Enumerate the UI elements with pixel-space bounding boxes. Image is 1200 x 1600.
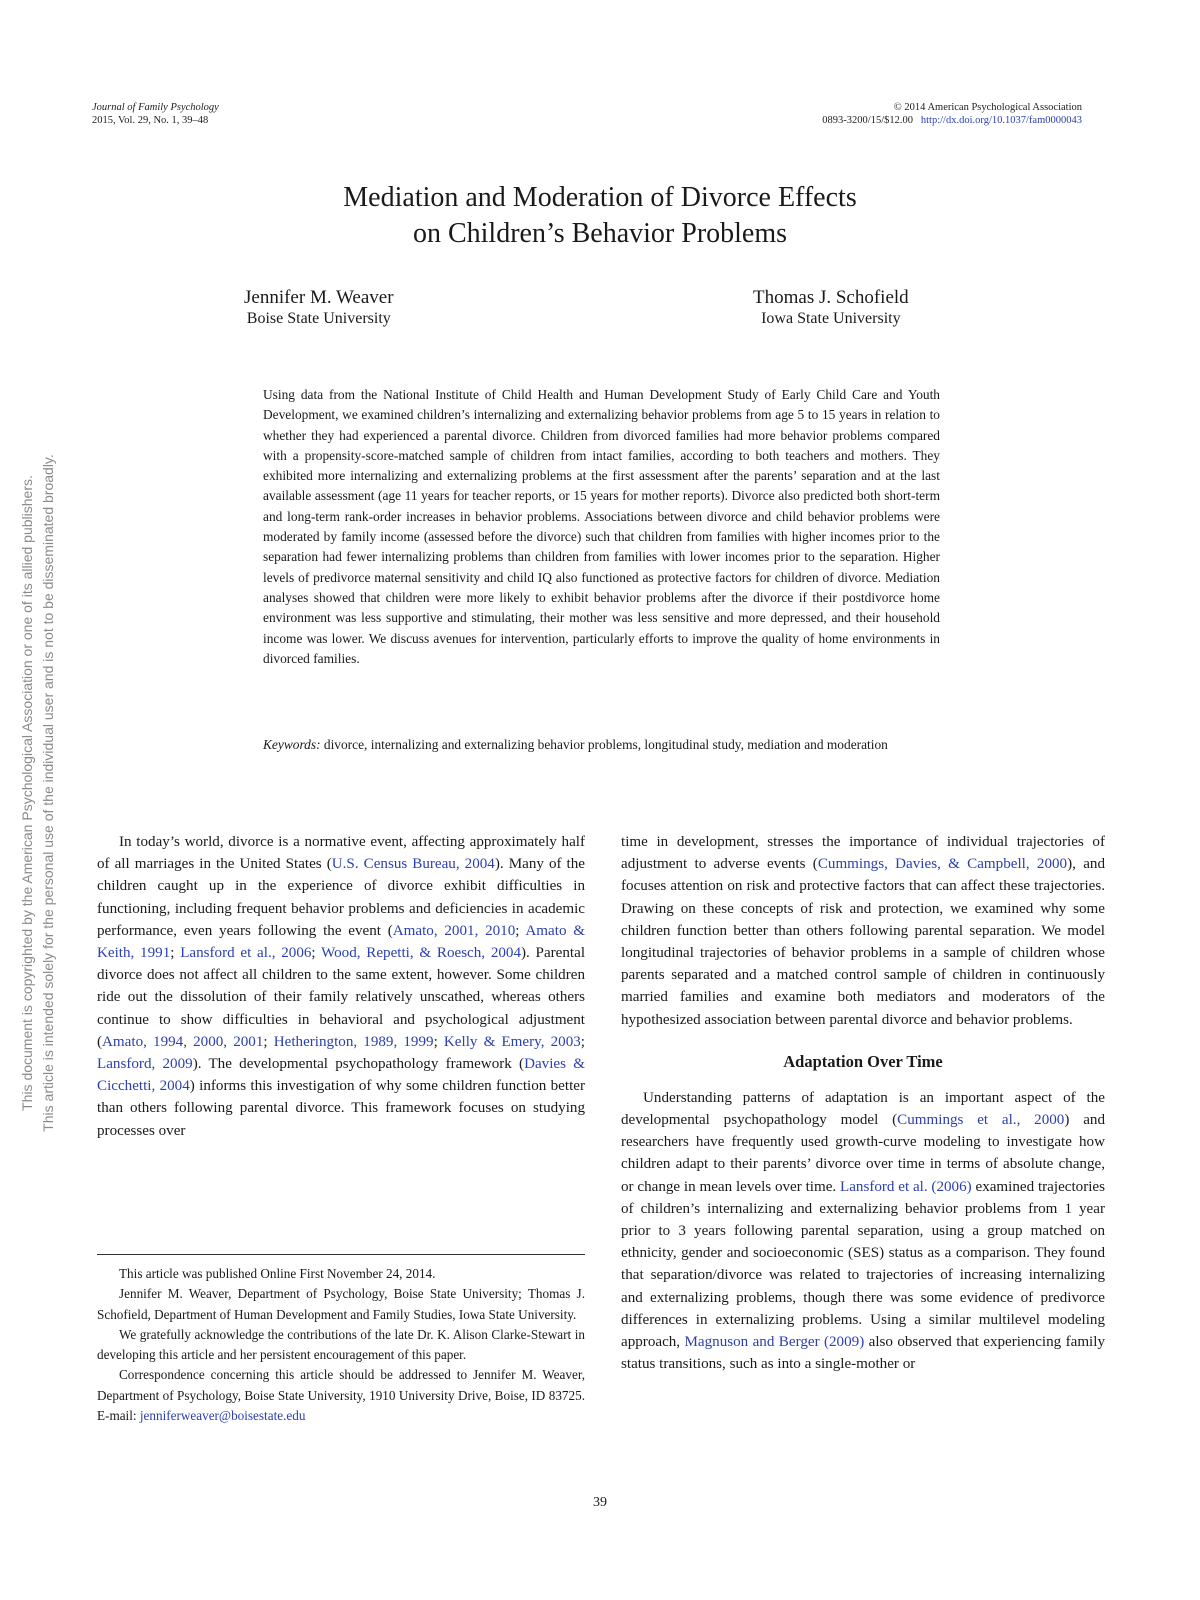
footnotes bbox=[97, 1264, 585, 1426]
page-number: 39 bbox=[593, 1495, 607, 1510]
doi-link[interactable]: http://dx.doi.org/10.1037/fam0000043 bbox=[920, 115, 1082, 126]
author-block-1 bbox=[244, 287, 394, 329]
notice-line-2: This article is intended solely for the personal use of the individual user and is not to be disseminated broadly. bbox=[40, 454, 56, 1132]
author-block-2 bbox=[753, 287, 909, 329]
citation-link[interactable]: Kelly & Emery, 2003 bbox=[443, 1033, 581, 1050]
keywords bbox=[263, 735, 940, 755]
text-run: ), and focuses attention on risk and protective factors that can affect these trajectories. Drawing on these concepts of risk and protection, we examined why some children function better than others following parental separation. We model longitudinal trajectories of behavior problems in a sample of children whose parents separated and a matched control sample of children in continuously married families and examine both mediators and moderators of the hypothesized association between parental divorce and behavior problems. bbox=[621, 856, 1105, 1028]
title-line-2: on Children’s Behavior Problems bbox=[412, 218, 788, 249]
text-run: Understanding patterns of adaptation is an important aspect of the developmental psychopathology model ( bbox=[621, 1089, 1105, 1129]
author-affiliation: Boise State University bbox=[246, 310, 391, 327]
citation-link[interactable]: Davies & Cicchetti, 2004 bbox=[97, 1056, 585, 1095]
text-run: ; bbox=[311, 945, 322, 962]
body-paragraph bbox=[621, 1087, 1105, 1376]
text-run: ; bbox=[580, 1033, 585, 1050]
citation-link[interactable]: Magnuson and Berger (2009) bbox=[684, 1334, 865, 1351]
citation-link[interactable]: Cummings et al., 2000 bbox=[897, 1112, 1065, 1129]
body-column-left bbox=[97, 831, 585, 1142]
citation-link[interactable]: Amato, 2001, 2010 bbox=[392, 922, 516, 939]
notice-line-1: This document is copyrighted by the American Psychological Association or one of its allied publishers. bbox=[19, 475, 35, 1111]
text-run: also observed that experiencing family status transitions, such as into a single-mother or bbox=[621, 1334, 1105, 1373]
citation-link[interactable]: U.S. Census Bureau, 2004 bbox=[331, 856, 495, 873]
copyright-notice: © 2014 American Psychological Association bbox=[893, 102, 1082, 113]
journal-name: Journal of Family Psychology bbox=[92, 102, 219, 113]
author-affiliation: Iowa State University bbox=[761, 310, 901, 327]
title-line-1: Mediation and Moderation of Divorce Effects bbox=[343, 182, 857, 213]
text-run: ; bbox=[263, 1033, 274, 1050]
footnote-affiliations: Jennifer M. Weaver, Department of Psychology, Boise State University; Thomas J. Schofield, Department of Human Development and Family Studies, Iowa State University. bbox=[97, 1286, 585, 1322]
citation-link[interactable]: Lansford et al., 2006 bbox=[180, 945, 312, 962]
footnote-correspondence bbox=[97, 1365, 585, 1426]
footnote-acknowledgment: We gratefully acknowledge the contributions of the late Dr. K. Alison Clarke-Stewart in developing this article and her persistent encouragement of this paper. bbox=[97, 1326, 585, 1363]
text-run: In today’s world, divorce is a normative event, affecting approximately half of all marriages in the United States ( bbox=[97, 834, 585, 873]
abstract: Using data from the National Institute of Child Health and Human Development Study of Early Child Care and Youth Development, we examined children’s internalizing and externalizing behavior problems from age 5 to 15 years in relation to whether they had experienced a parental divorce. Children from divorced families had more behavior problems compared with a propensity-score-matched sample of children from intact families, according to both teachers and mothers. They exhibited more internalizing and externalizing problems at the first assessment after the parents’ separation and at the last available assessment (age 11 years for teacher reports, or 15 years for mother reports). Divorce also predicted both short-term and long-term rank-order increases in behavior problems. Associations between divorce and child behavior problems were moderated by family income (assessed before the divorce) such that children from families with higher incomes prior to the separation had fewer internalizing problems than children from families with lower incomes prior to the separation. Higher levels of predivorce maternal sensitivity and child IQ also functioned as protective factors for children of divorce. Mediation analyses showed that children were more likely to exhibit behavior problems after the divorce if their postdivorce home environment was less supportive and stimulating, their mother was less sensitive and more depressed, and their household income was lower. We discuss avenues for intervention, particularly efforts to improve the quality of home environments in divorced families. bbox=[263, 387, 940, 666]
text-run: ; bbox=[170, 945, 181, 962]
footnote-published: This article was published Online First November 24, 2014. bbox=[119, 1266, 436, 1281]
text-run: ; bbox=[515, 922, 526, 939]
volume-info: 2015, Vol. 29, No. 1, 39–48 bbox=[92, 115, 209, 126]
article-title bbox=[0, 180, 1200, 252]
citation-link[interactable]: Wood, Repetti, & Roesch, 2004 bbox=[321, 945, 522, 962]
text-run: examined trajectories of children’s internalizing and externalizing behavior problems from 1 year prior to 3 years following parental separation, using a group matched on ethnicity, gender and socioeconomic (SES) status as a comparison. They found that separation/divorce was related to trajectories of increasing internalizing and externalizing problems, though there was some evidence of predivorce differences in externalizing problems. Using a similar multilevel modeling approach, bbox=[621, 1178, 1106, 1351]
section-heading: Adaptation Over Time bbox=[783, 1051, 943, 1071]
body-paragraph bbox=[621, 831, 1105, 1031]
keywords-label: Keywords: bbox=[263, 737, 321, 752]
text-run: ) informs this investigation of why some children function better than others following parental divorce. This framework focuses on studying processes over bbox=[97, 1078, 585, 1139]
text-run: ; bbox=[433, 1033, 444, 1050]
text-run: ) and researchers have frequently used growth-curve modeling to investigate how children adapt to their parents’ divorce over time in terms of absolute change, or change in mean levels over time. bbox=[621, 1112, 1105, 1195]
citation-link[interactable]: Lansford, 2009 bbox=[97, 1056, 193, 1073]
issn: 0893-3200/15/$12.00 bbox=[822, 115, 914, 126]
running-header-left bbox=[92, 101, 219, 127]
citation-link[interactable]: Cummings, Davies, & Campbell, 2000 bbox=[817, 856, 1068, 873]
text-run: ). Parental divorce does not affect all children to the same extent, however. Some children ride out the dissolution of their family relatively unscathed, whereas others continue to show difficulties in behavioral and psychological adjustment ( bbox=[97, 945, 586, 1050]
body-paragraph bbox=[97, 831, 585, 1142]
keywords-list: divorce, internalizing and externalizing behavior problems, longitudinal study, mediation and moderation bbox=[320, 737, 888, 752]
citation-link[interactable]: Hetherington, 1989, 1999 bbox=[273, 1033, 434, 1050]
author-name: Thomas J. Schofield bbox=[753, 287, 909, 308]
email-link[interactable]: jenniferweaver@boisestate.edu bbox=[139, 1408, 306, 1424]
citation-link[interactable]: Lansford et al. (2006) bbox=[839, 1178, 972, 1195]
running-header-right bbox=[822, 101, 1082, 127]
footnote-divider bbox=[97, 1254, 585, 1255]
citation-link[interactable]: Amato & Keith, 1991 bbox=[97, 922, 585, 962]
issn-doi-line bbox=[822, 114, 1082, 127]
citation-link[interactable]: Amato, 1994, 2000, 2001 bbox=[102, 1033, 264, 1050]
author-name: Jennifer M. Weaver bbox=[244, 287, 394, 308]
vertical-copyright-notice bbox=[17, 133, 59, 1453]
text-run: ). Many of the children caught up in the experience of divorce exhibit difficulties in functioning, including frequent behavior problems and deficiencies in academic performance, even years following the event ( bbox=[97, 856, 585, 939]
text-run: time in development, stresses the importance of individual trajectories of adjustment to adverse events ( bbox=[621, 834, 1105, 873]
text-run: ). The developmental psychopathology framework ( bbox=[192, 1056, 525, 1073]
body-column-right bbox=[621, 831, 1105, 1375]
text-run: Correspondence concerning this article should be addressed to Jennifer M. Weaver, Department of Psychology, Boise State University, 1910 University Drive, Boise, ID 83725. E-mail: bbox=[97, 1367, 585, 1424]
